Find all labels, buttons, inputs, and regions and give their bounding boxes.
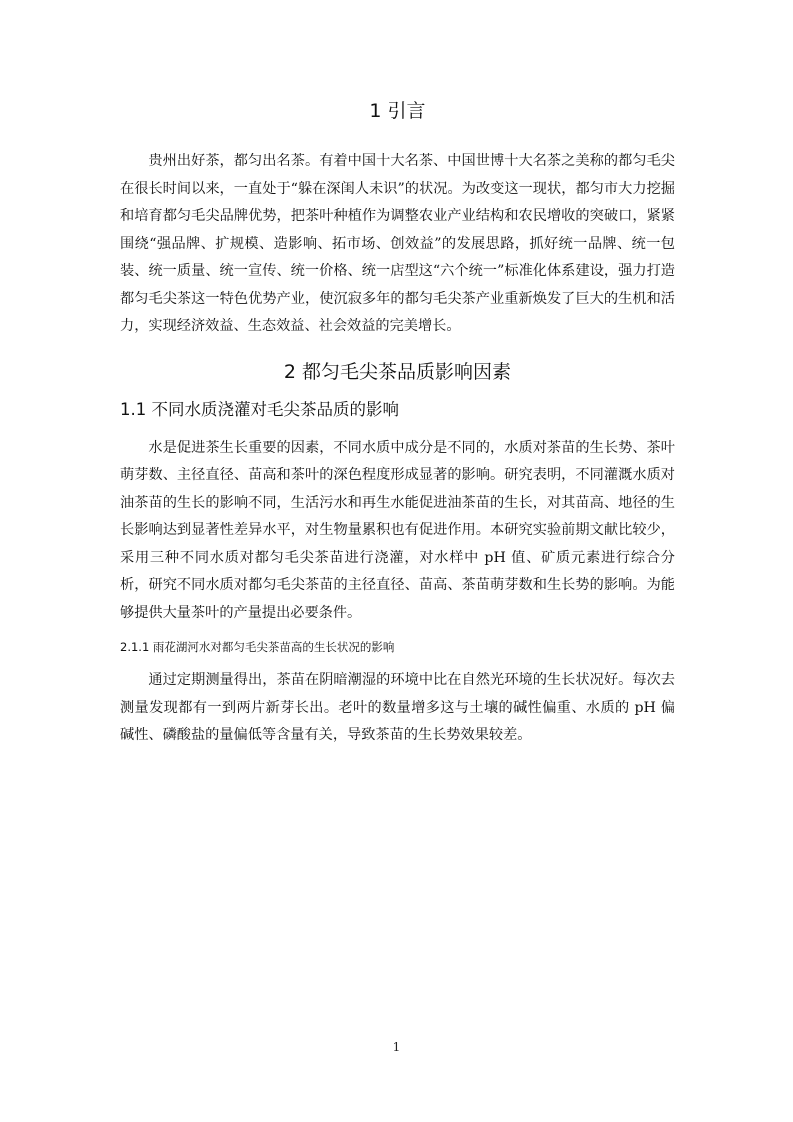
paragraph-introduction: 贵州出好茶，都匀出名茶。有着中国十大名茶、中国世博十大名茶之美称的都匀毛尖在很长时间以来，一直处于“躲在深闺人未识”的状况。为改变这一现状，都匀市大力挖掘和培育都匀毛尖品牌优势，把茶叶种植作为调整农业产业结构和农民增收的突破口，紧紧围绕“强品牌、扩规模、造影响、拓市场、创效益”的发展思路，抓好统一品牌、统一包装、统一质量、统一宣传、统一价格、统一店型这“六个统一”标准化体系建设，强力打造都匀毛尖茶这一特色优势产业，使沉寂多年的都匀毛尖茶产业重新焕发了巨大的生机和活力，实现经济效益、生态效益、社会效益的完美增长。 xyxy=(120,153,675,334)
page-number: 1 xyxy=(392,1040,401,1054)
paragraph-yuhua-lake-water: 通过定期测量得出，茶苗在阴暗潮湿的环境中比在自然光环境的生长状况好。每次去测量发现都有一到两片新芽长出。老叶的数量增多这与土壤的碱性偏重、水质的 pH 偏碱性、磷酸盐的量偏低等含量有关，导致茶苗的生长势效果较差。 xyxy=(120,672,675,743)
heading-water-quality: 1.1 不同水质浇灌对毛尖茶品质的影响 xyxy=(120,399,399,419)
document-body xyxy=(120,96,675,758)
heading-introduction: 1 引言 xyxy=(369,100,426,122)
heading-quality-factors: 2 都匀毛尖茶品质影响因素 xyxy=(283,360,512,383)
paragraph-water-quality: 水是促进茶生长重要的因素，不同水质中成分是不同的，水质对茶苗的生长势、茶叶萌芽数、主径直径、苗高和茶叶的深色程度形成显著的影响。研究表明，不同灌溉水质对油茶苗的生长的影响不同，生活污水和再生水能促进油茶苗的生长，对其苗高、地径的生长影响达到显著性差异水平，对生物量累积也有促进作用。本研究实验前期文献比较少，采用三种不同水质对都匀毛尖茶苗进行浇灌，对水样中 pH 值、矿质元素进行综合分析，研究不同水质对都匀毛尖茶苗的主径直径、苗高、茶苗萌芽数和生长势的影响。为能够提供大量茶叶的产量提出必要条件。 xyxy=(120,439,675,621)
heading-yuhua-lake-water: 2.1.1 雨花湖河水对都匀毛尖茶苗高的生长状况的影响 xyxy=(120,640,395,654)
